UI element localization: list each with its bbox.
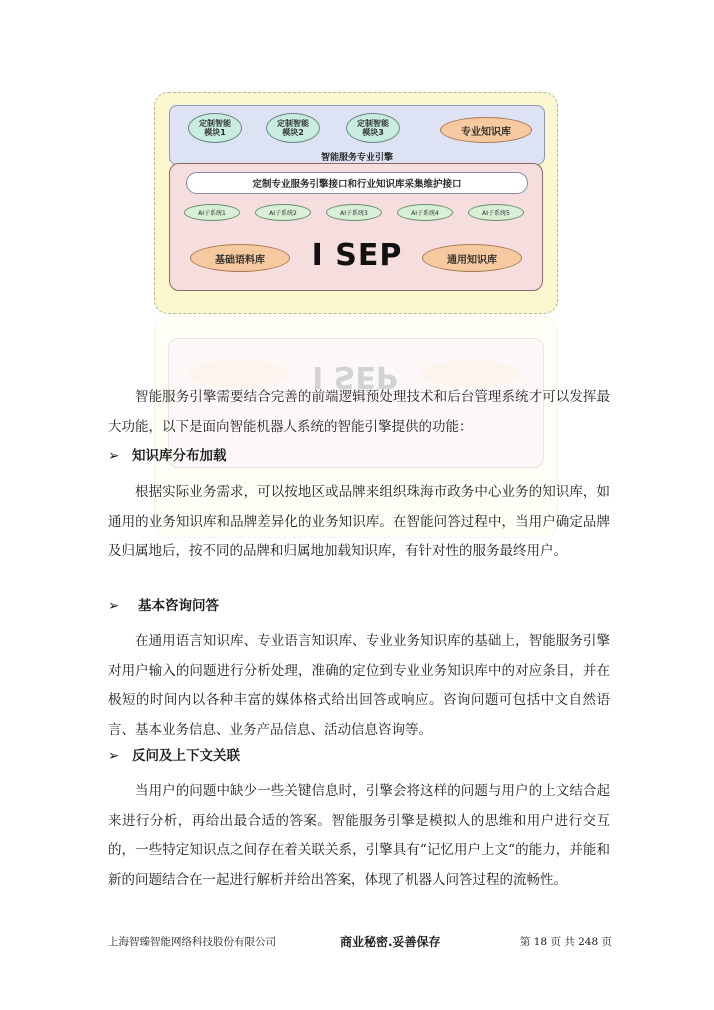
isep-architecture-diagram xyxy=(154,92,558,314)
page-footer xyxy=(108,934,612,952)
general-kb: 通用知识库 xyxy=(422,244,522,272)
isep-panel xyxy=(169,163,543,291)
footer-company: 上海智臻智能网络科技股份有限公司 xyxy=(108,936,276,948)
ai-subsystem-4: AI子系统4 xyxy=(397,204,453,221)
engine-panel xyxy=(169,105,545,165)
section-body-2: 在通用语言知识库、专业语言知识库、专业业务知识库的基础上，智能服务引擎对用户输入的问题进行分析处理，准确的定位到专业业务知识库中的对应条目，并在极短的时间内以各种丰富的媒体格式给出回答或响应。咨询问题可包括中文自然语言、基本业务信息、业务产品信息、活动信息咨询等。 xyxy=(108,633,610,738)
diagram-reflection: I SEP xyxy=(154,316,558,372)
arrow-bullet-icon: ➢ xyxy=(108,598,120,614)
arrow-bullet-icon: ➢ xyxy=(108,448,120,464)
ai-subsystem-3: AI子系统3 xyxy=(326,204,382,221)
custom-module-1: 定制智能 模块1 xyxy=(188,113,242,143)
ai-subsystem-1: AI子系统1 xyxy=(184,204,240,221)
ai-subsystem-2: AI子系统2 xyxy=(255,204,311,221)
base-corpus: 基础语料库 xyxy=(190,244,290,272)
section-heading-3: ➢ 反问及上下文关联 xyxy=(108,748,240,764)
footer-confidential: 商业秘密.妥善保存 xyxy=(340,935,441,949)
interface-bar: 定制专业服务引擎接口和行业知识库采集维护接口 xyxy=(186,172,528,194)
section-body-3: 当用户的问题中缺少一些关键信息时，引擎会将这样的问题与用户的上文结合起来进行分析，再给出最合适的答案。智能服务引擎是模拟人的思维和用户进行交互的，一些特定知识点之间存在着关联关系，引擎具有“记忆用户上文“的能力，并能和新的问题结合在一起进行解析并给出答案，体现了机器人问答过程的流畅性。 xyxy=(108,783,610,888)
arrow-bullet-icon: ➢ xyxy=(108,748,120,764)
footer-page-number: 第 18 页 共 248 页 xyxy=(519,936,612,948)
section-heading-2: ➢ 基本咨询问答 xyxy=(108,598,219,614)
section-body-1: 根据实际业务需求，可以按地区或品牌来组织珠海市政务中心业务的知识库，如通用的业务知识库和品牌差异化的业务知识库。在智能问答过程中，当用户确定品牌及归属地后，按不同的品牌和归属地加载知识库，有针对性的服务最终用户。 xyxy=(108,484,610,559)
professional-kb: 专业知识库 xyxy=(440,117,532,143)
custom-module-2: 定制智能 模块2 xyxy=(266,113,320,143)
section-heading-1: ➢ 知识库分布加载 xyxy=(108,448,227,464)
diagram-frame xyxy=(154,92,558,314)
ai-subsystem-5: AI子系统5 xyxy=(468,204,524,221)
intro-paragraph: 智能服务引擎需要结合完善的前端逻辑预处理技术和后台管理系统才可以发挥最大功能，以下是面向智能机器人系统的智能引擎提供的功能： xyxy=(108,389,610,435)
isep-core-label: I SEP xyxy=(311,238,403,273)
engine-label: 智能服务专业引擎 xyxy=(320,153,393,163)
custom-module-3: 定制智能 模块3 xyxy=(346,113,400,143)
